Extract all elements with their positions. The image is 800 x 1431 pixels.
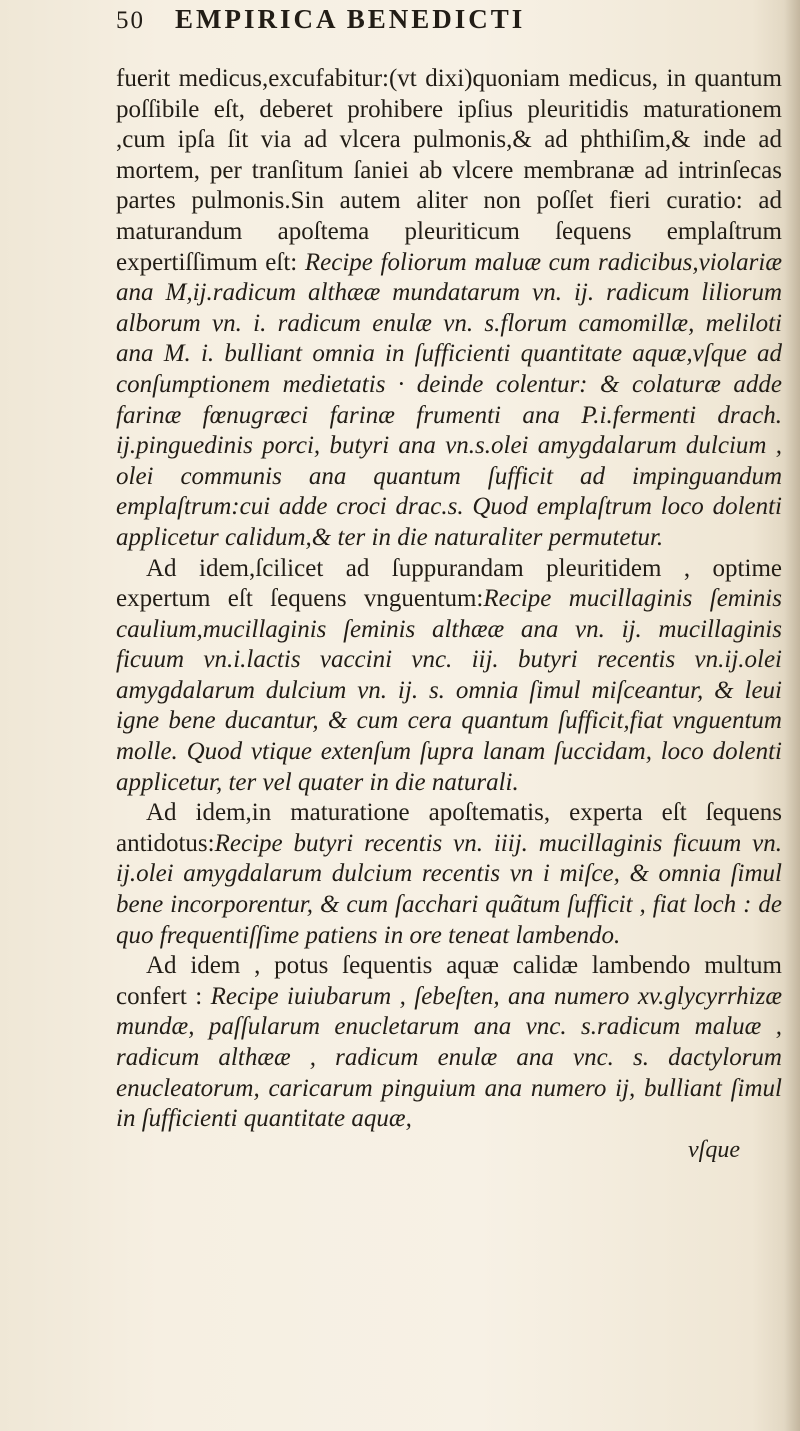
page-header xyxy=(116,4,782,64)
recipe-antidotus: Recipe butyri recentis vn. iiij. mucillaginis ficuum vn. ij.olei amygdalarum dulcium recentis vn i miſce, & omnia ſimul bene incorporentur, & cum ſacchari quãtum ſufficit , fiat loch : de quo frequentiſſime patiens in ore teneat lambendo. xyxy=(116,829,782,949)
text-run: Ad idem,ſcilicet ad ſuppurandam pleuritidem , optime expertum eſt ſequens vnguentum: xyxy=(116,554,782,613)
paragraph-2 xyxy=(116,554,782,799)
text-run: Ad idem,in maturatione apoſtematis, experta eſt ſequens antidotus: xyxy=(116,799,782,857)
page-number: 50 xyxy=(116,7,145,34)
catchword: vſque xyxy=(688,1136,740,1163)
running-title: EMPIRICA BENEDICTI xyxy=(175,4,526,34)
recipe-potus: Recipe iuiubarum , ſebeſten, ana numero xv.glycyrrhizæ mundæ, paſſularum enucletarum ana vnc. s.radicum maluæ , radicum althææ , radicum enulæ ana vnc. s. dactylorum enucleatorum, caricarum pinguium ana numero ij, bulliant ſimul in ſufficienti quantitate aquæ, xyxy=(116,982,783,1133)
paragraph-1 xyxy=(116,64,782,554)
page-edge-shadow xyxy=(784,0,800,1431)
recipe-emplastrum: Recipe foliorum maluæ cum radicibus,violariæ ana M,ij.radicum althææ mundatarum vn. ij. radicum liliorum alborum vn. i. radicum enulæ vn. s.florum camomillæ, meliloti ana M. i. bulliant omnia in ſufficienti quantitate aquæ,vſque ad conſumptionem medietatis · deinde colentur: & colaturæ adde farinæ fœnugræci farinæ frumenti ana P.i.fermenti drach. ij.pinguedinis porci, butyri ana vn.s.olei amygdalarum dulcium , olei communis ana quantum ſufficit ad impinguandum emplaſtrum:cui adde croci drac.s. Quod emplaſtrum loco dolenti applicetur calidum,& ter in die naturaliter permutetur. xyxy=(116,248,782,551)
paragraph-4 xyxy=(116,951,782,1135)
body-text xyxy=(116,64,782,1135)
text-run: fuerit medicus,excufabitur:(vt dixi)quoniam medicus, in quantum poſſibile eſt, deberet prohibere ipſius pleuritidis maturationem ,cum ipſa ſit via ad vlcera pulmonis,& ad phthiſim,& inde ad mortem, per tranſitum ſaniei ab vlcere membranæ ad intrinſecas partes pulmonis.Sin autem aliter non poſſet fieri curatio: ad maturandum apoſtema pleuriticum ſequens emplaſtrum expertiſſimum eſt: xyxy=(116,65,782,276)
recipe-unguentum: Recipe mucillaginis ſeminis caulium,mucillaginis ſeminis althææ ana vn. ij. mucillaginis ficuum vn.i.lactis vaccini vnc. iij. butyri recentis vn.ij.olei amygdalarum dulcium vn. ij. s. omnia ſimul miſceantur, & leui igne bene ducantur, & cum cera quantum ſufficit,fiat vnguentum molle. Quod vtique extenſum ſupra lanam ſuccidam, loco dolenti applicetur, ter vel quater in die naturali. xyxy=(116,585,782,796)
text-run: Ad idem , potus ſequentis aquæ calidæ lambendo multum confert : xyxy=(116,952,782,1010)
paragraph-3 xyxy=(116,798,782,951)
